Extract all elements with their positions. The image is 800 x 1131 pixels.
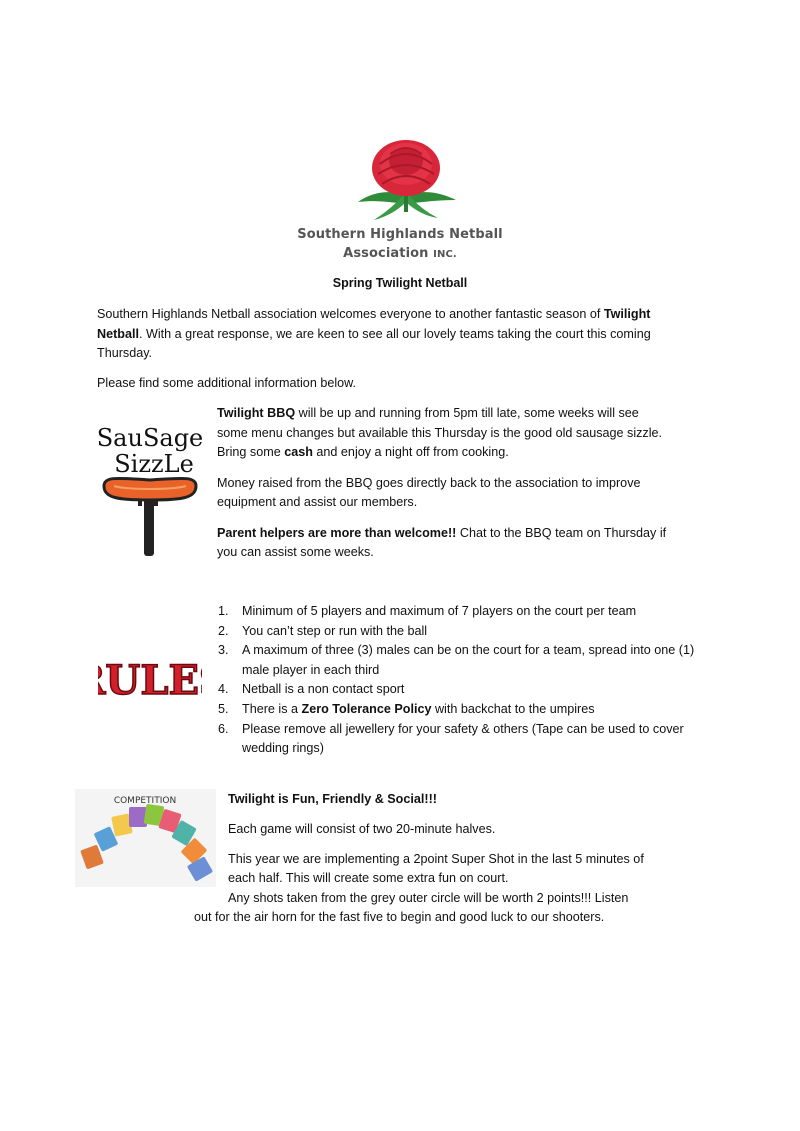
intro-line-3: Thursday. bbox=[97, 346, 153, 360]
list-item-text: Minimum of 5 players and maximum of 7 players on the court per team bbox=[242, 604, 637, 618]
bbq-p2-line-1: Money raised from the BBQ goes directly back to the association to improve bbox=[217, 476, 641, 490]
list-item-text: Please remove all jewellery for your safety & others (Tape can be used to cover wedding rings) bbox=[242, 721, 684, 756]
sausage-sizzle-image bbox=[98, 416, 202, 558]
list-item bbox=[218, 720, 708, 759]
bbq-p1-line-2: some menu changes but available this Thursday is the good old sausage sizzle. bbox=[217, 426, 663, 440]
intro-line-2-bold: Netball bbox=[97, 327, 139, 341]
intro-line-2-text: . With a great response, we are keen to see all our lovely teams taking the court this coming bbox=[139, 327, 651, 341]
bbq-p1-line-1-text: will be up and running from 5pm till late, some weeks will see bbox=[295, 406, 639, 420]
competition-p2-line-4: out for the air horn for the fast five to begin and good luck to our shooters. bbox=[194, 910, 605, 924]
competition-p2-line-1: This year we are implementing a 2point Super Shot in the last 5 minutes of bbox=[228, 852, 644, 866]
org-name-line1: Southern Highlands Netball bbox=[297, 227, 503, 242]
intro-line-1 bbox=[97, 305, 650, 323]
list-item bbox=[218, 622, 708, 642]
bbq-p1-line-3-post: and enjoy a night off from cooking. bbox=[312, 445, 509, 459]
list-item-number: 6. bbox=[218, 721, 229, 736]
bbq-p1-bold: Twilight BBQ bbox=[217, 406, 296, 420]
list-item bbox=[218, 700, 708, 720]
bbq-p3-line-1 bbox=[217, 524, 666, 542]
list-item bbox=[218, 680, 708, 700]
competition-p1: Each game will consist of two 20-minute halves. bbox=[228, 822, 496, 836]
list-item-number: 3. bbox=[218, 643, 229, 658]
competition-image-text: COMPETITION bbox=[113, 796, 177, 806]
intro-line-1-bold: Twilight bbox=[603, 307, 651, 321]
list-item bbox=[218, 602, 708, 622]
rules-list bbox=[218, 602, 708, 759]
sausage-text-1: SauSage bbox=[98, 424, 202, 452]
org-name-association: Association bbox=[343, 246, 429, 261]
bbq-p3-line-1-text: Chat to the BBQ team on Thursday if bbox=[456, 526, 667, 540]
list-item-text: You can’t step or run with the ball bbox=[242, 623, 428, 638]
additional-info: Please find some additional information below. bbox=[97, 376, 357, 390]
org-name-line2 bbox=[0, 246, 800, 261]
intro-line-1-text: Southern Highlands Netball association welcomes everyone to another fantastic season of bbox=[97, 307, 604, 321]
bbq-p3-bold: Parent helpers are more than welcome!! bbox=[217, 526, 457, 540]
bbq-p1-line-3 bbox=[217, 443, 509, 461]
competition-heading: Twilight is Fun, Friendly & Social!!! bbox=[228, 792, 437, 806]
list-item-number: 4. bbox=[218, 682, 229, 697]
bbq-p1-line-3-bold: cash bbox=[284, 445, 313, 459]
list-item-text: Netball is a non contact sport bbox=[242, 682, 405, 697]
bbq-p1-line-1 bbox=[217, 404, 639, 422]
intro-line-2 bbox=[97, 325, 651, 343]
competition-p2-line-2: each half. This will create some extra fun on court. bbox=[228, 871, 509, 885]
list-item-number: 2. bbox=[218, 623, 229, 638]
list-item bbox=[218, 641, 708, 680]
page-title: Spring Twilight Netball bbox=[332, 276, 468, 290]
sausage-text-2: SizzLe bbox=[114, 450, 194, 478]
rules-image-text: ULE bbox=[105, 657, 199, 704]
competition-image bbox=[75, 789, 216, 887]
list-item-text-post: with backchat to the umpires bbox=[431, 701, 595, 716]
rules-image bbox=[98, 648, 202, 706]
list-item-text: A maximum of three (3) males can be on the court for a team, spread into one (1) male player in each third bbox=[242, 643, 695, 677]
list-item-number: 1. bbox=[218, 604, 229, 618]
org-name-suffix: INC. bbox=[433, 249, 457, 260]
list-item-text-bold: Zero Tolerance Policy bbox=[301, 701, 432, 716]
waratah-logo bbox=[350, 134, 462, 226]
list-item-text-pre: There is a bbox=[242, 701, 302, 716]
bbq-p2-line-2: equipment and assist our members. bbox=[217, 495, 418, 509]
list-item-number: 5. bbox=[218, 701, 229, 716]
bbq-p1-line-3-pre: Bring some bbox=[217, 445, 285, 459]
competition-p2-line-3: Any shots taken from the grey outer circle will be worth 2 points!!! Listen bbox=[228, 891, 629, 905]
bbq-p3-line-2: you can assist some weeks. bbox=[217, 545, 374, 559]
